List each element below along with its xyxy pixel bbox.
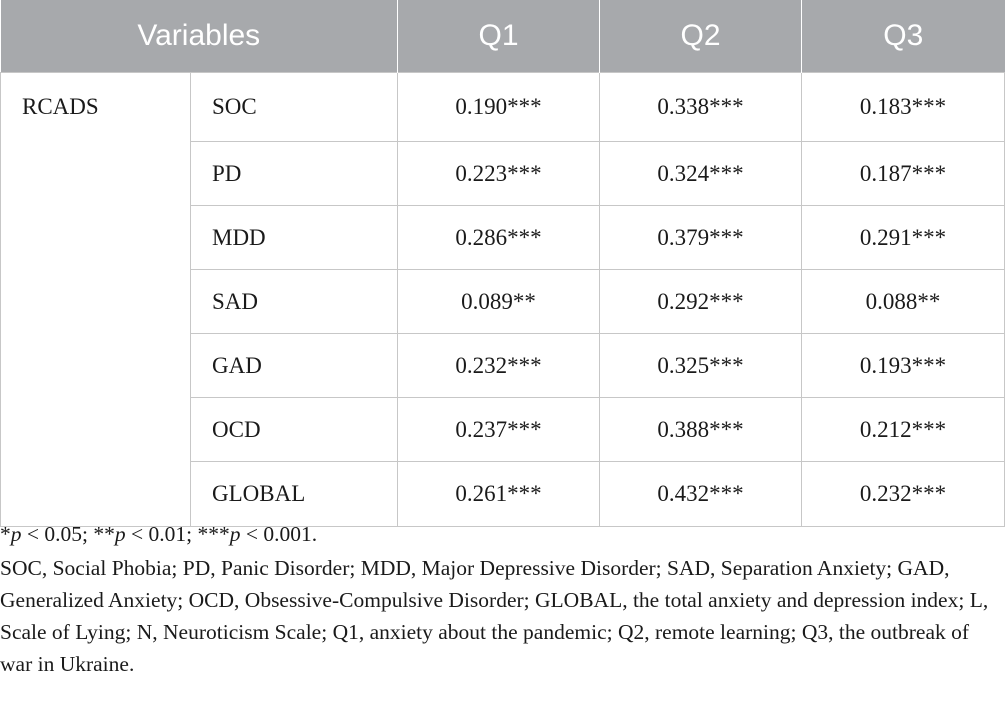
row-variable: PD [191, 142, 398, 206]
header-q1: Q1 [398, 0, 600, 73]
sig-stars-1: * [0, 522, 11, 546]
row-variable: SAD [191, 270, 398, 334]
table-footnotes [0, 518, 1005, 680]
cell-q2: 0.292*** [600, 270, 802, 334]
cell-q2: 0.325*** [600, 334, 802, 398]
cell-q1: 0.223*** [398, 142, 600, 206]
cell-q3: 0.212*** [802, 398, 1005, 462]
cell-q3: 0.291*** [802, 206, 1005, 270]
sig-p-2: p [114, 522, 126, 546]
sig-stars-2: ** [93, 522, 115, 546]
row-variable: MDD [191, 206, 398, 270]
cell-q2: 0.338*** [600, 73, 802, 142]
significance-note [0, 518, 1005, 550]
cell-q3: 0.088** [802, 270, 1005, 334]
cell-q2: 0.388*** [600, 398, 802, 462]
header-row [1, 0, 1005, 73]
cell-q3: 0.183*** [802, 73, 1005, 142]
sig-p-3: p [229, 522, 241, 546]
cell-q2: 0.324*** [600, 142, 802, 206]
sig-rest-3: < 0.001. [240, 522, 318, 546]
header-variables: Variables [1, 0, 398, 73]
header-q3: Q3 [802, 0, 1005, 73]
row-variable: OCD [191, 398, 398, 462]
sig-stars-3: *** [197, 522, 230, 546]
row-variable: GLOBAL [191, 462, 398, 527]
cell-q1: 0.232*** [398, 334, 600, 398]
table-row [1, 73, 1005, 142]
cell-q2: 0.432*** [600, 462, 802, 527]
group-label-rcads: RCADS [1, 73, 191, 527]
cell-q3: 0.187*** [802, 142, 1005, 206]
table-body [1, 73, 1005, 527]
cell-q1: 0.190*** [398, 73, 600, 142]
cell-q1: 0.237*** [398, 398, 600, 462]
cell-q1: 0.261*** [398, 462, 600, 527]
cell-q3: 0.193*** [802, 334, 1005, 398]
cell-q2: 0.379*** [600, 206, 802, 270]
header-q2: Q2 [600, 0, 802, 73]
sig-rest-1: < 0.05; [21, 522, 94, 546]
sig-rest-2: < 0.01; [125, 522, 198, 546]
cell-q1: 0.089** [398, 270, 600, 334]
row-variable: SOC [191, 73, 398, 142]
table-header [1, 0, 1005, 73]
sig-p-1: p [10, 522, 22, 546]
row-variable: GAD [191, 334, 398, 398]
cell-q1: 0.286*** [398, 206, 600, 270]
cell-q3: 0.232*** [802, 462, 1005, 527]
abbreviations-note: SOC, Social Phobia; PD, Panic Disorder; MDD, Major Depressive Disorder; SAD, Separation Anxiety; GAD, Generalized Anxiety; OCD, Obsessive-Compulsive Disorder; GLOBAL, the total anxiety and depression index; L, Scale of Lying; N, Neuroticism Scale; Q1, anxiety about the pandemic; Q2, remote learning; Q3, the outbreak of war in Ukraine. [0, 556, 989, 676]
